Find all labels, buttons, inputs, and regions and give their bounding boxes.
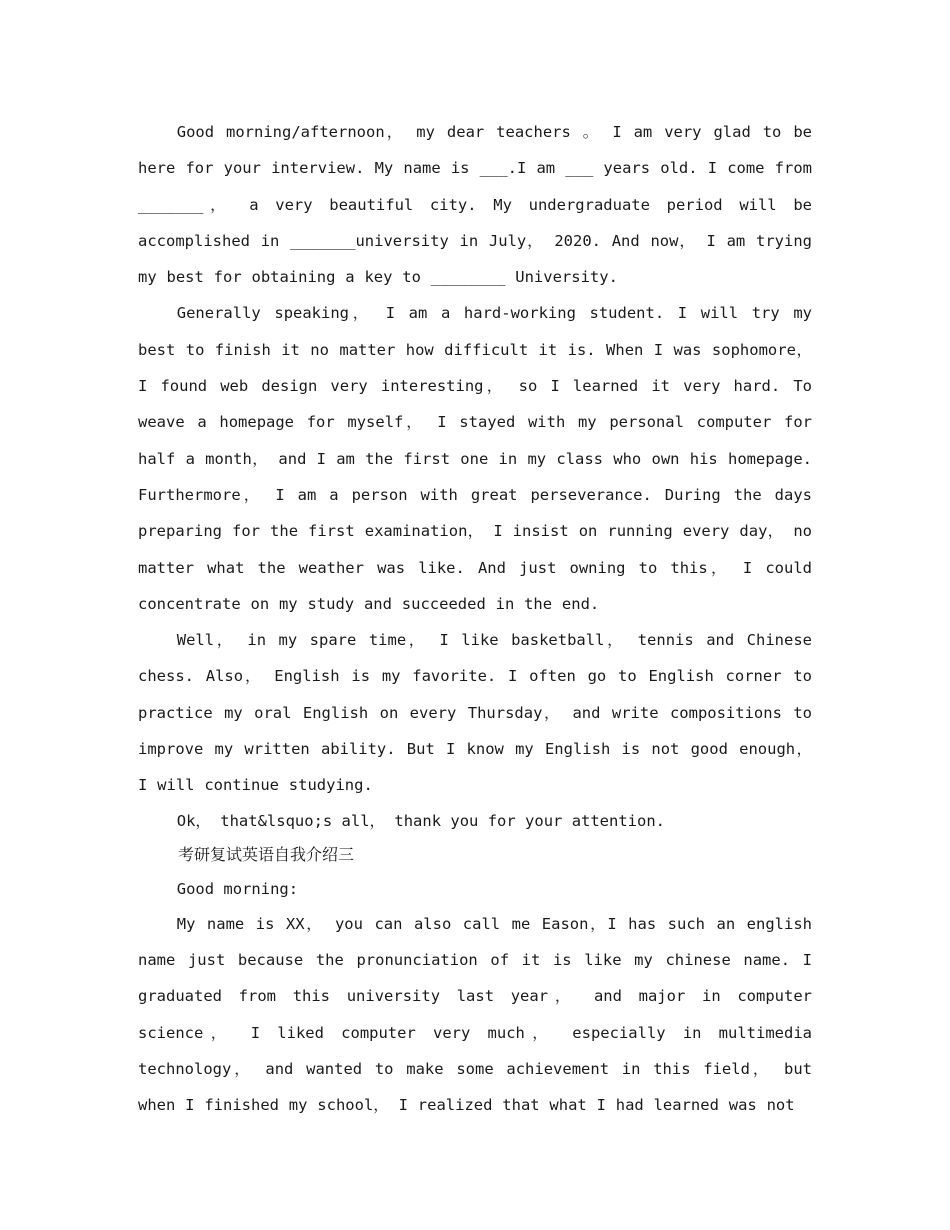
greeting-line: Good morning:	[176, 879, 299, 898]
paragraph-introduction: Good morning/afternoon， my dear teachers 。 I am very glad to be here for your interview. My name is ___.I am ___ years old. I come from _______， a very beautiful city. My undergraduate period will be accomplished in _______university in July， 2020. And now， I am trying my best for obtaining a key to ________ University.	[138, 123, 812, 287]
paragraph-second-introduction: My name is XX， you can also call me Eason，I has such an english name just because the pronunciation of it is like my chinese name. I graduated from this university last year， and major in computer science， I liked computer very much， especially in multimedia technology， and wanted to make some achievement in this field， but when I finished my school， I realized that what I had learned was not	[138, 914, 812, 1115]
paragraph-hobbies: Well， in my spare time， I like basketball， tennis and Chinese chess. Also， English is my favorite. I often go to English corner to practice my oral English on every Thursday， and write compositions to improve my written ability. But I know my English is not good enough， I will continue studying.	[138, 631, 812, 795]
closing-line: Ok， that&lsquo;s all， thank you for your attention.	[176, 811, 666, 830]
paragraph-personality: Generally speaking， I am a hard-working student. I will try my best to finish it no matter how difficult it is. When I was sophomore， I found web design very interesting， so I learned it very hard. To weave a homepage for myself， I stayed with my personal computer for half a month， and I am the first one in my class who own his homepage. Furthermore， I am a person with great perseverance. During the days preparing for the first examination， I insist on running every day， no matter what the weather was like. And just owning to this， I could concentrate on my study and succeeded in the end.	[138, 304, 812, 613]
document-body	[138, 114, 812, 1123]
section-heading: 考研复试英语自我介绍三	[178, 844, 355, 864]
